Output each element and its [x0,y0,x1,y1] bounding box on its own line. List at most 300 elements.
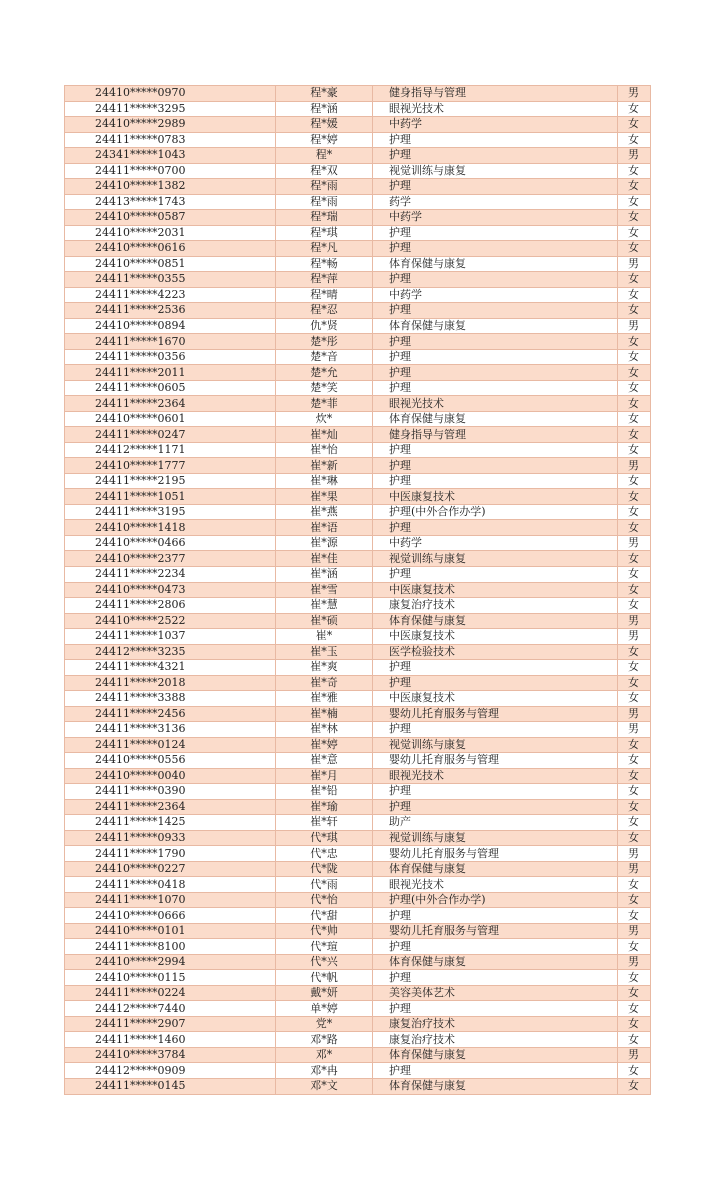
cell-major: 视觉训练与康复 [373,830,618,846]
table-row [65,799,651,815]
cell-major: 视觉训练与康复 [373,551,618,567]
table-row [65,629,651,645]
cell-name: 崔*涵 [276,566,373,582]
table-row [65,582,651,598]
cell-gender: 女 [618,194,651,210]
cell-major: 体育保健与康复 [373,1047,618,1063]
cell-major: 护理 [373,132,618,148]
cell-name: 程*豪 [276,86,373,102]
table-row [65,908,651,924]
cell-gender: 女 [618,179,651,195]
table-row [65,349,651,365]
table-row [65,722,651,738]
cell-name: 崔* [276,629,373,645]
cell-student-id: 24411*****2456 [65,706,276,722]
table-row [65,473,651,489]
table-row [65,566,651,582]
cell-student-id: 24410*****1777 [65,458,276,474]
cell-student-id: 24411*****0783 [65,132,276,148]
table-row [65,1032,651,1048]
cell-gender: 女 [618,504,651,520]
cell-major: 护理 [373,225,618,241]
table-row [65,504,651,520]
cell-student-id: 24410*****0601 [65,411,276,427]
cell-gender: 女 [618,598,651,614]
table-row [65,132,651,148]
cell-major: 助产 [373,815,618,831]
cell-student-id: 24411*****2364 [65,396,276,412]
cell-gender: 女 [618,411,651,427]
cell-student-id: 24411*****3195 [65,504,276,520]
table-row [65,660,651,676]
table-row [65,303,651,319]
cell-name: 崔*爽 [276,660,373,676]
table-row [65,706,651,722]
table-row [65,380,651,396]
cell-name: 程*畅 [276,256,373,272]
cell-gender: 女 [618,303,651,319]
cell-gender: 女 [618,799,651,815]
cell-gender: 女 [618,908,651,924]
cell-major: 护理 [373,799,618,815]
cell-name: 代*忠 [276,846,373,862]
cell-major: 护理 [373,272,618,288]
cell-student-id: 24411*****0355 [65,272,276,288]
cell-student-id: 24410*****2377 [65,551,276,567]
cell-gender: 女 [618,985,651,1001]
cell-gender: 男 [618,954,651,970]
cell-gender: 女 [618,442,651,458]
table-row [65,1079,651,1095]
table-row [65,1001,651,1017]
student-table [64,85,651,1095]
cell-name: 单*婷 [276,1001,373,1017]
cell-major: 中医康复技术 [373,691,618,707]
cell-major: 婴幼儿托育服务与管理 [373,706,618,722]
cell-student-id: 24411*****0124 [65,737,276,753]
cell-major: 婴幼儿托育服务与管理 [373,753,618,769]
table-row [65,954,651,970]
cell-student-id: 24411*****3136 [65,722,276,738]
table-row [65,256,651,272]
cell-major: 护理 [373,784,618,800]
cell-student-id: 24411*****4223 [65,287,276,303]
cell-major: 护理 [373,334,618,350]
cell-student-id: 24410*****0473 [65,582,276,598]
cell-student-id: 24410*****0666 [65,908,276,924]
cell-gender: 女 [618,427,651,443]
cell-gender: 女 [618,101,651,117]
cell-gender: 女 [618,1063,651,1079]
cell-major: 护理 [373,458,618,474]
cell-name: 楚*允 [276,365,373,381]
cell-gender: 女 [618,132,651,148]
cell-name: 程*瑞 [276,210,373,226]
table-row [65,86,651,102]
cell-gender: 女 [618,768,651,784]
cell-name: 崔*慧 [276,598,373,614]
table-row [65,287,651,303]
cell-student-id: 24410*****0101 [65,923,276,939]
cell-gender: 男 [618,629,651,645]
cell-student-id: 24411*****1790 [65,846,276,862]
cell-gender: 女 [618,349,651,365]
cell-name: 邓* [276,1047,373,1063]
cell-name: 崔*楠 [276,706,373,722]
cell-gender: 女 [618,1032,651,1048]
cell-name: 程* [276,148,373,164]
cell-student-id: 24410*****3784 [65,1047,276,1063]
table-row [65,1047,651,1063]
cell-gender: 男 [618,458,651,474]
cell-major: 眼视光技术 [373,877,618,893]
cell-gender: 女 [618,784,651,800]
table-row [65,892,651,908]
cell-major: 医学检验技术 [373,644,618,660]
cell-name: 仇*贤 [276,318,373,334]
cell-student-id: 24412*****7440 [65,1001,276,1017]
cell-gender: 女 [618,970,651,986]
cell-name: 崔*意 [276,753,373,769]
cell-name: 崔*雅 [276,691,373,707]
cell-major: 护理 [373,566,618,582]
cell-gender: 男 [618,861,651,877]
cell-name: 代*怡 [276,892,373,908]
cell-major: 护理 [373,380,618,396]
cell-name: 崔*月 [276,768,373,784]
cell-student-id: 24410*****1418 [65,520,276,536]
cell-major: 眼视光技术 [373,396,618,412]
cell-major: 视觉训练与康复 [373,163,618,179]
table-row [65,442,651,458]
cell-major: 健身指导与管理 [373,427,618,443]
cell-gender: 女 [618,272,651,288]
cell-major: 护理 [373,660,618,676]
cell-student-id: 24411*****2536 [65,303,276,319]
cell-major: 中药学 [373,210,618,226]
cell-gender: 女 [618,939,651,955]
cell-gender: 男 [618,923,651,939]
table-row [65,613,651,629]
cell-student-id: 24411*****2195 [65,473,276,489]
cell-name: 崔*琳 [276,473,373,489]
cell-name: 楚*菲 [276,396,373,412]
cell-gender: 女 [618,334,651,350]
cell-student-id: 24411*****1037 [65,629,276,645]
cell-major: 体育保健与康复 [373,256,618,272]
cell-student-id: 24410*****2989 [65,117,276,133]
cell-student-id: 24410*****0616 [65,241,276,257]
cell-major: 护理 [373,179,618,195]
cell-major: 护理 [373,1063,618,1079]
cell-student-id: 24410*****1382 [65,179,276,195]
table-row [65,179,651,195]
cell-student-id: 24411*****0356 [65,349,276,365]
table-row [65,241,651,257]
cell-major: 护理 [373,303,618,319]
cell-name: 邓*路 [276,1032,373,1048]
cell-major: 护理 [373,722,618,738]
cell-major: 康复治疗技术 [373,598,618,614]
cell-name: 崔*怡 [276,442,373,458]
cell-student-id: 24411*****0418 [65,877,276,893]
cell-gender: 女 [618,380,651,396]
table-row [65,117,651,133]
table-row [65,923,651,939]
cell-gender: 女 [618,644,651,660]
table-row [65,861,651,877]
cell-major: 护理 [373,442,618,458]
cell-name: 崔*婷 [276,737,373,753]
cell-major: 护理 [373,148,618,164]
cell-name: 楚*彤 [276,334,373,350]
cell-name: 程*晴 [276,287,373,303]
cell-name: 崔*灿 [276,427,373,443]
cell-gender: 女 [618,551,651,567]
cell-student-id: 24410*****0115 [65,970,276,986]
cell-gender: 女 [618,753,651,769]
cell-student-id: 24411*****1070 [65,892,276,908]
table-row [65,598,651,614]
cell-name: 代*兴 [276,954,373,970]
table-row [65,815,651,831]
table-row [65,210,651,226]
cell-major: 美容美体艺术 [373,985,618,1001]
cell-gender: 女 [618,365,651,381]
cell-student-id: 24410*****0040 [65,768,276,784]
cell-major: 婴幼儿托育服务与管理 [373,923,618,939]
cell-student-id: 24411*****8100 [65,939,276,955]
cell-gender: 女 [618,489,651,505]
cell-student-id: 24410*****0894 [65,318,276,334]
cell-name: 邓*文 [276,1079,373,1095]
cell-student-id: 24410*****0227 [65,861,276,877]
cell-name: 戴*妍 [276,985,373,1001]
cell-gender: 女 [618,117,651,133]
cell-name: 邓*冉 [276,1063,373,1079]
table-row [65,970,651,986]
table-row [65,985,651,1001]
cell-gender: 女 [618,892,651,908]
cell-name: 代*陇 [276,861,373,877]
cell-gender: 男 [618,706,651,722]
cell-major: 体育保健与康复 [373,613,618,629]
cell-gender: 女 [618,287,651,303]
cell-major: 眼视光技术 [373,101,618,117]
cell-name: 程*琪 [276,225,373,241]
cell-gender: 女 [618,582,651,598]
cell-student-id: 24411*****2011 [65,365,276,381]
cell-name: 崔*佳 [276,551,373,567]
cell-gender: 女 [618,1001,651,1017]
cell-student-id: 24411*****2364 [65,799,276,815]
cell-student-id: 24411*****2907 [65,1016,276,1032]
cell-major: 中药学 [373,117,618,133]
cell-major: 药学 [373,194,618,210]
cell-name: 程*婷 [276,132,373,148]
table-row [65,846,651,862]
table-row [65,489,651,505]
cell-student-id: 24411*****1460 [65,1032,276,1048]
cell-gender: 男 [618,846,651,862]
cell-name: 崔*果 [276,489,373,505]
cell-name: 代*瑄 [276,939,373,955]
cell-major: 康复治疗技术 [373,1032,618,1048]
cell-student-id: 24411*****0605 [65,380,276,396]
cell-student-id: 24411*****2234 [65,566,276,582]
cell-name: 崔*轩 [276,815,373,831]
cell-name: 程*媛 [276,117,373,133]
cell-name: 崔*燕 [276,504,373,520]
cell-name: 楚*音 [276,349,373,365]
cell-name: 崔*玉 [276,644,373,660]
cell-major: 护理 [373,1001,618,1017]
cell-student-id: 24411*****0247 [65,427,276,443]
cell-major: 护理 [373,349,618,365]
table-row [65,194,651,210]
table-body [65,86,651,1095]
cell-gender: 女 [618,830,651,846]
table-row [65,427,651,443]
cell-major: 护理 [373,520,618,536]
cell-major: 护理 [373,939,618,955]
cell-major: 中医康复技术 [373,629,618,645]
cell-major: 中药学 [373,287,618,303]
table-row [65,272,651,288]
cell-name: 崔*新 [276,458,373,474]
cell-student-id: 24341*****1043 [65,148,276,164]
cell-gender: 男 [618,86,651,102]
table-row [65,877,651,893]
cell-student-id: 24411*****0224 [65,985,276,1001]
table-row [65,1016,651,1032]
table-row [65,737,651,753]
cell-gender: 女 [618,520,651,536]
cell-student-id: 24412*****3235 [65,644,276,660]
cell-gender: 女 [618,210,651,226]
cell-major: 护理(中外合作办学) [373,892,618,908]
cell-student-id: 24411*****3388 [65,691,276,707]
table-row [65,644,651,660]
table-row [65,396,651,412]
cell-gender: 女 [618,660,651,676]
cell-name: 炊* [276,411,373,427]
table-row [65,830,651,846]
cell-name: 党* [276,1016,373,1032]
cell-name: 程*萍 [276,272,373,288]
table-row [65,225,651,241]
table-row [65,784,651,800]
cell-student-id: 24411*****2018 [65,675,276,691]
cell-student-id: 24411*****2806 [65,598,276,614]
cell-name: 程*雨 [276,194,373,210]
cell-name: 崔*瑜 [276,799,373,815]
table-row [65,1063,651,1079]
table-row [65,551,651,567]
table-row [65,768,651,784]
cell-student-id: 24410*****2031 [65,225,276,241]
cell-student-id: 24410*****0466 [65,535,276,551]
table-row [65,458,651,474]
cell-student-id: 24410*****2522 [65,613,276,629]
cell-major: 护理 [373,365,618,381]
cell-name: 崔*铅 [276,784,373,800]
cell-student-id: 24410*****0587 [65,210,276,226]
cell-student-id: 24411*****0390 [65,784,276,800]
cell-student-id: 24411*****0700 [65,163,276,179]
cell-gender: 女 [618,225,651,241]
cell-major: 护理 [373,675,618,691]
cell-gender: 女 [618,396,651,412]
cell-gender: 男 [618,535,651,551]
cell-name: 楚*笑 [276,380,373,396]
cell-gender: 女 [618,815,651,831]
cell-student-id: 24413*****1743 [65,194,276,210]
cell-gender: 男 [618,318,651,334]
cell-gender: 女 [618,737,651,753]
cell-name: 崔*语 [276,520,373,536]
cell-student-id: 24410*****0851 [65,256,276,272]
cell-major: 婴幼儿托育服务与管理 [373,846,618,862]
cell-major: 护理(中外合作办学) [373,504,618,520]
cell-major: 康复治疗技术 [373,1016,618,1032]
cell-student-id: 24410*****0970 [65,86,276,102]
cell-name: 崔*雪 [276,582,373,598]
table-row [65,148,651,164]
cell-student-id: 24411*****1051 [65,489,276,505]
cell-student-id: 24410*****2994 [65,954,276,970]
cell-major: 体育保健与康复 [373,1079,618,1095]
table-row [65,535,651,551]
cell-name: 代*雨 [276,877,373,893]
cell-name: 崔*林 [276,722,373,738]
cell-student-id: 24410*****0556 [65,753,276,769]
cell-major: 护理 [373,970,618,986]
cell-name: 崔*奇 [276,675,373,691]
cell-gender: 女 [618,675,651,691]
cell-gender: 女 [618,473,651,489]
cell-major: 护理 [373,908,618,924]
cell-name: 代*帆 [276,970,373,986]
table-row [65,411,651,427]
table-row [65,939,651,955]
cell-name: 程*涵 [276,101,373,117]
cell-major: 健身指导与管理 [373,86,618,102]
cell-gender: 女 [618,566,651,582]
table-row [65,318,651,334]
cell-name: 代*帅 [276,923,373,939]
cell-student-id: 24411*****0933 [65,830,276,846]
cell-major: 体育保健与康复 [373,318,618,334]
cell-name: 程*双 [276,163,373,179]
cell-major: 护理 [373,473,618,489]
cell-name: 程*雨 [276,179,373,195]
cell-major: 体育保健与康复 [373,411,618,427]
cell-major: 视觉训练与康复 [373,737,618,753]
cell-gender: 女 [618,1079,651,1095]
cell-gender: 女 [618,163,651,179]
cell-gender: 女 [618,1016,651,1032]
cell-student-id: 24411*****1425 [65,815,276,831]
cell-major: 中医康复技术 [373,582,618,598]
cell-gender: 男 [618,613,651,629]
table-row [65,365,651,381]
cell-gender: 男 [618,1047,651,1063]
cell-major: 中医康复技术 [373,489,618,505]
cell-student-id: 24411*****0145 [65,1079,276,1095]
cell-name: 代*甜 [276,908,373,924]
table-row [65,101,651,117]
